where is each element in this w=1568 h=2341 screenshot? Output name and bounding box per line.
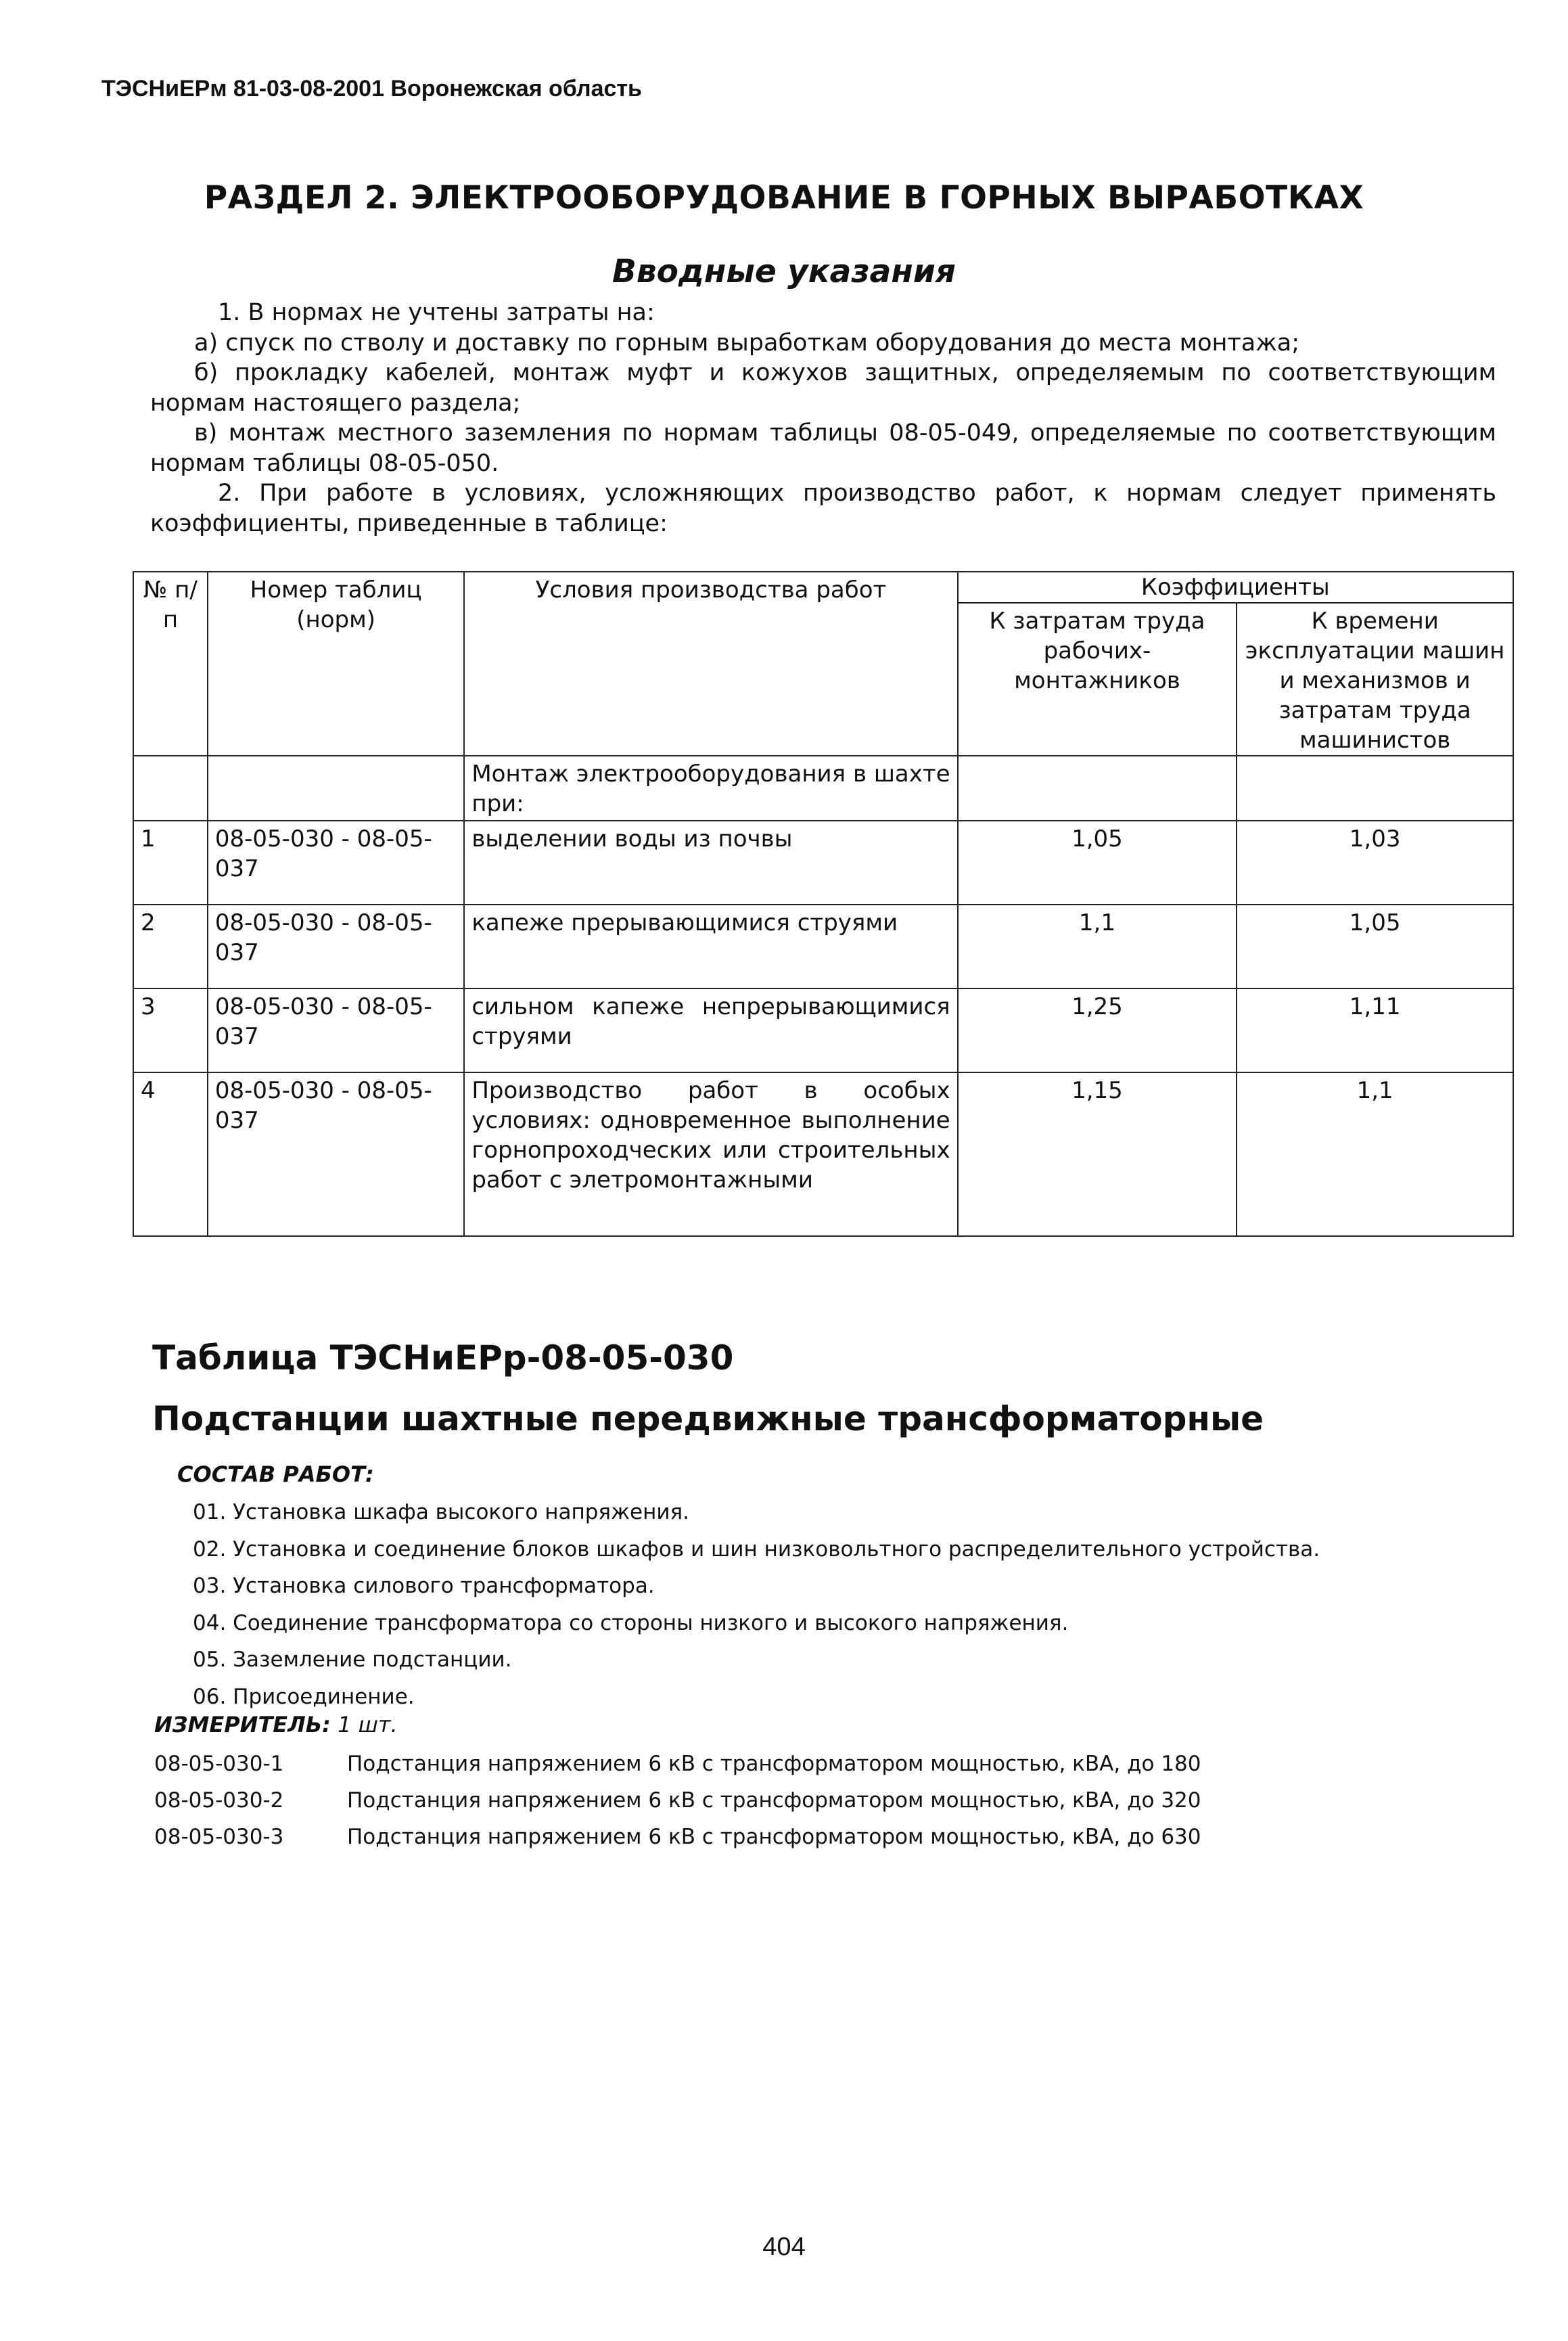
row-num: 1: [133, 821, 208, 905]
rate-code: 08-05-030-2: [154, 1788, 284, 1813]
list-item: 01. Установка шкафа высокого напряжения.: [193, 1500, 689, 1524]
work-list: [193, 1494, 1320, 1715]
rate-text: Подстанция напряжением 6 кВ с трансформатором мощностью, кВА, до 630: [347, 1825, 1201, 1849]
header-labor: К затратам труда рабочих-монтажников: [958, 603, 1237, 756]
row-labor: 1,25: [958, 988, 1237, 1072]
row-tables: 08-05-030 - 08-05-037: [208, 988, 464, 1072]
coefficients-table: [133, 571, 1514, 1237]
row-labor: 1,05: [958, 821, 1237, 905]
row-tables: 08-05-030 - 08-05-037: [208, 905, 464, 988]
header-machines: К времени эксплуатации машин и механизмов и затратам труда машинистов: [1237, 603, 1513, 756]
measure-value: 1 шт.: [338, 1712, 398, 1737]
intro-item-c: в) монтаж местного заземления по нормам таблицы 08-05-049, определяемые по соответствующим нормам таблицы 08-05-050.: [150, 419, 1496, 477]
rate-row: [154, 1746, 1201, 1782]
rate-text: Подстанция напряжением 6 кВ с трансформатором мощностью, кВА, до 320: [347, 1788, 1201, 1813]
list-item: 04. Соединение трансформатора со стороны низкого и высокого напряжения.: [193, 1610, 1069, 1635]
row-machines: 1,11: [1237, 988, 1513, 1072]
intro-item-b: б) прокладку кабелей, монтаж муфт и кожухов защитных, определяемым по соответствующим нормам настоящего раздела;: [150, 359, 1496, 417]
row-labor: 1,15: [958, 1072, 1237, 1236]
row-condition: Производство работ в особых условиях: одновременное выполнение горнопроходческих или строительных работ с элетромонтажными: [464, 1072, 957, 1236]
row-condition: капеже прерывающимися струями: [464, 905, 957, 988]
row-machines: 1,1: [1237, 1072, 1513, 1236]
table-row: [133, 988, 1513, 1072]
row-machines: 1,05: [1237, 905, 1513, 988]
list-item: 03. Установка силового трансформатора.: [193, 1574, 655, 1598]
row-tables: 08-05-030 - 08-05-037: [208, 821, 464, 905]
row-tables: 08-05-030 - 08-05-037: [208, 1072, 464, 1236]
row-machines: 1,03: [1237, 821, 1513, 905]
rate-row: [154, 1782, 1201, 1819]
table-row: [133, 1072, 1513, 1236]
row-num: 4: [133, 1072, 208, 1236]
row-num: 2: [133, 905, 208, 988]
row-condition: выделении воды из почвы: [464, 821, 957, 905]
intro-paragraph-2: 2. При работе в условиях, усложняющих производство работ, к нормам следует применять коэффициенты, приведенные в таблице:: [150, 480, 1496, 537]
list-item: 06. Присоединение.: [193, 1684, 415, 1709]
group-label: Монтаж электрооборудования в шахте при:: [464, 756, 957, 821]
row-condition: сильном капеже непрерывающимися струями: [464, 988, 957, 1072]
header-num: № п/п: [133, 572, 208, 756]
measure-line: [154, 1712, 398, 1737]
row-labor: 1,1: [958, 905, 1237, 988]
table-row: [133, 905, 1513, 988]
rate-code: 08-05-030-1: [154, 1752, 284, 1776]
table-row: [133, 821, 1513, 905]
rate-row: [154, 1819, 1201, 1855]
work-composition-heading: СОСТАВ РАБОТ:: [177, 1461, 374, 1487]
measure-label: ИЗМЕРИТЕЛЬ:: [154, 1712, 331, 1737]
page-number: 404: [762, 2233, 806, 2261]
document-header: ТЭСНиЕРм 81-03-08-2001 Воронежская область: [101, 76, 642, 101]
rate-text: Подстанция напряжением 6 кВ с трансформатором мощностью, кВА, до 180: [347, 1752, 1201, 1776]
list-item: 02. Установка и соединение блоков шкафов и шин низковольтного распределительного устройства.: [193, 1537, 1320, 1562]
list-item: 05. Заземление подстанции.: [193, 1647, 512, 1672]
intro-item-a: а) спуск по стволу и доставку по горным выработкам оборудования до места монтажа;: [194, 329, 1299, 357]
rates-list: [154, 1746, 1201, 1855]
table-title: Таблица ТЭСНиЕРр-08-05-030: [152, 1338, 734, 1378]
header-tables: Номер таблиц (норм): [208, 572, 464, 756]
section-title: РАЗДЕЛ 2. ЭЛЕКТРООБОРУДОВАНИЕ В ГОРНЫХ ВЫРАБОТКАХ: [204, 179, 1364, 217]
row-num: 3: [133, 988, 208, 1072]
intro-paragraph-1: 1. В нормах не учтены затраты на:: [218, 299, 655, 326]
table-subtitle: Подстанции шахтные передвижные трансформаторные: [152, 1399, 1264, 1438]
rate-code: 08-05-030-3: [154, 1825, 284, 1849]
intro-text: [150, 298, 1496, 539]
intro-heading: Вводные указания: [612, 253, 956, 290]
header-conditions: Условия производства работ: [464, 572, 957, 756]
header-coefficients: Коэффициенты: [958, 572, 1513, 603]
